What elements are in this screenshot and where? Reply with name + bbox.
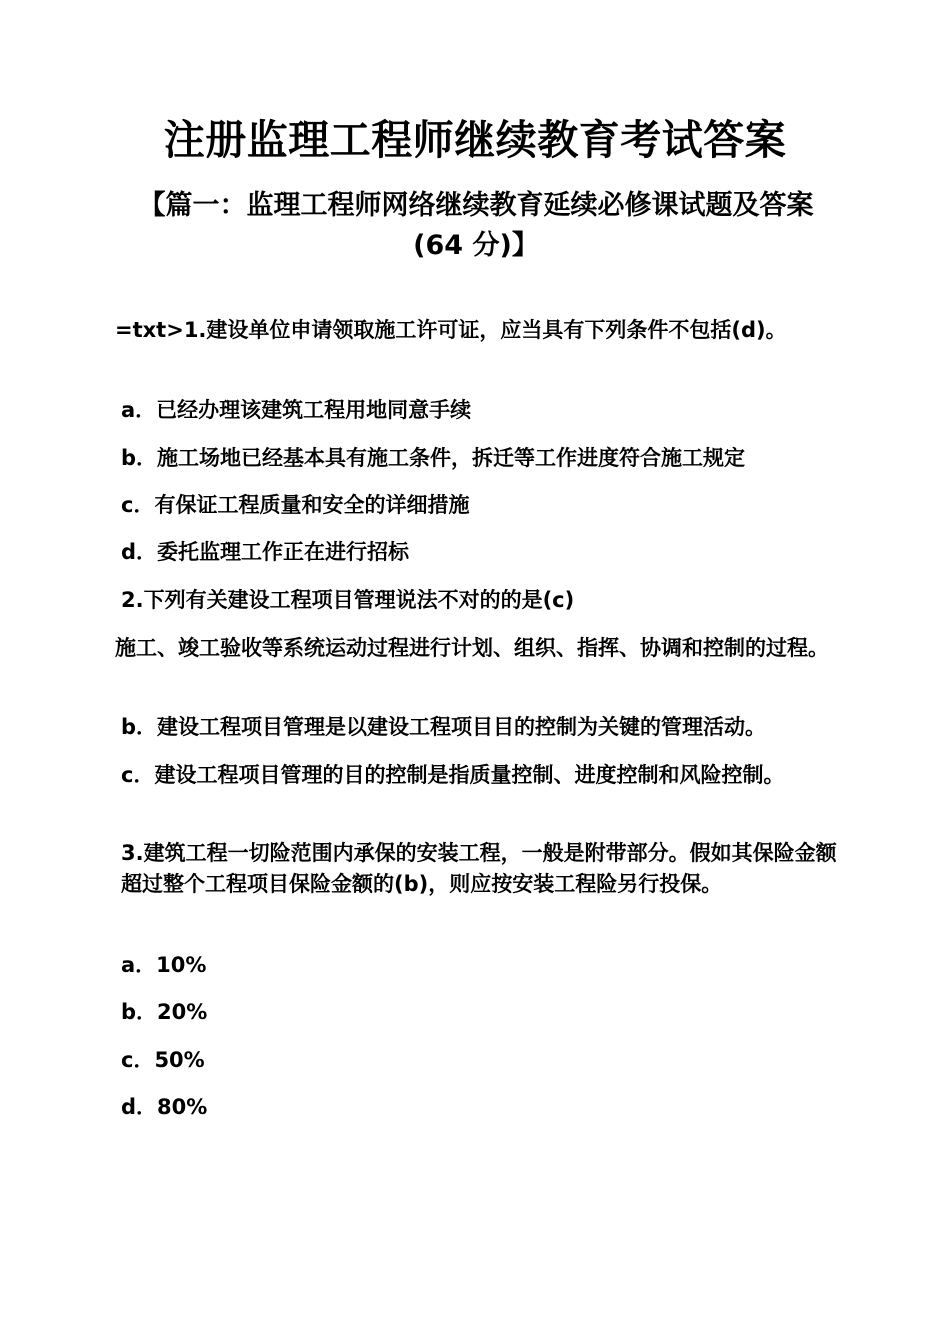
question-1-option-c: c．有保证工程质量和安全的详细措施 [121,493,470,517]
question-3-option-b: b．20% [121,1000,208,1024]
question-2-option-c: c．建设工程项目管理的目的控制是指质量控制、进度控制和风险控制。 [121,763,785,787]
question-1-option-b: b．施工场地已经基本具有施工条件，拆迁等工作进度符合施工规定 [121,446,746,470]
question-2-stem: 2.下列有关建设工程项目管理说法不对的的是(c) [121,588,575,612]
question-3-option-a: a．10% [121,953,207,977]
question-3-stem: 3.建筑工程一切险范围内承保的安装工程，一般是附带部分。假如其保险金额超过整个工程项目保险金额的(b)，则应按安装工程险另行投保。 [121,841,837,896]
question-2-continuation: 施工、竣工验收等系统运动过程进行计划、组织、指挥、协调和控制的过程。 [115,636,829,660]
document-title: 注册监理工程师继续教育考试答案 [163,116,787,164]
question-1-option-d: d．委托监理工作正在进行招标 [121,540,410,564]
question-3-option-d: d．80% [121,1095,208,1119]
document-subtitle: 【篇一：监理工程师网络继续教育延续必修课试题及答案(64 分)】 [138,190,814,261]
question-3-option-c: c．50% [121,1048,205,1072]
question-2-option-b: b．建设工程项目管理是以建设工程项目目的控制为关键的管理活动。 [121,715,767,739]
question-1-stem: =txt>1.建设单位申请领取施工许可证，应当具有下列条件不包括(d)。 [115,318,787,342]
question-1-option-a: a．已经办理该建筑工程用地同意手续 [121,398,472,422]
